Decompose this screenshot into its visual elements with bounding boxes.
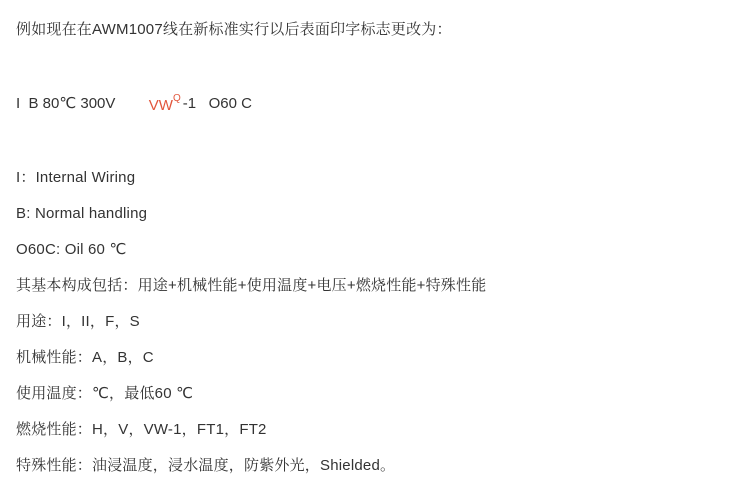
paragraph-legend-i: I：Internal Wiring (16, 169, 136, 186)
marking-code-line (16, 48, 715, 160)
paragraph-usage: 用途：I，II，F，S (16, 313, 140, 330)
vw-text: VW (148, 97, 173, 114)
paragraph-temperature: 使用温度：℃，最低60 ℃ (16, 385, 194, 402)
marking-prefix: I B 80℃ 300V (16, 95, 124, 112)
vw-highlight (124, 48, 183, 160)
paragraph-composition: 其基本构成包括：用途+机械性能+使用温度+电压+燃烧性能+特殊性能 (16, 277, 487, 294)
marking-suffix: O60 C (196, 95, 252, 112)
paragraph-legend-b: B: Normal handling (16, 205, 148, 222)
paragraph-legend-o60c: O60C: Oil 60 ℃ (16, 241, 127, 258)
paragraph-special: 特殊性能：油浸温度，浸水温度，防紫外光，Shielded。 (16, 457, 396, 474)
vw-superscript: Q (172, 93, 181, 104)
paragraph-mechanical: 机械性能：A，B，C (16, 349, 154, 366)
paragraph-intro: 例如现在在AWM1007线在新标准实行以后表面印字标志更改为： (16, 21, 452, 38)
marking-dash-one: -1 (182, 95, 197, 112)
paragraph-flame: 燃烧性能：H，V，VW-1，FT1，FT2 (16, 421, 267, 438)
